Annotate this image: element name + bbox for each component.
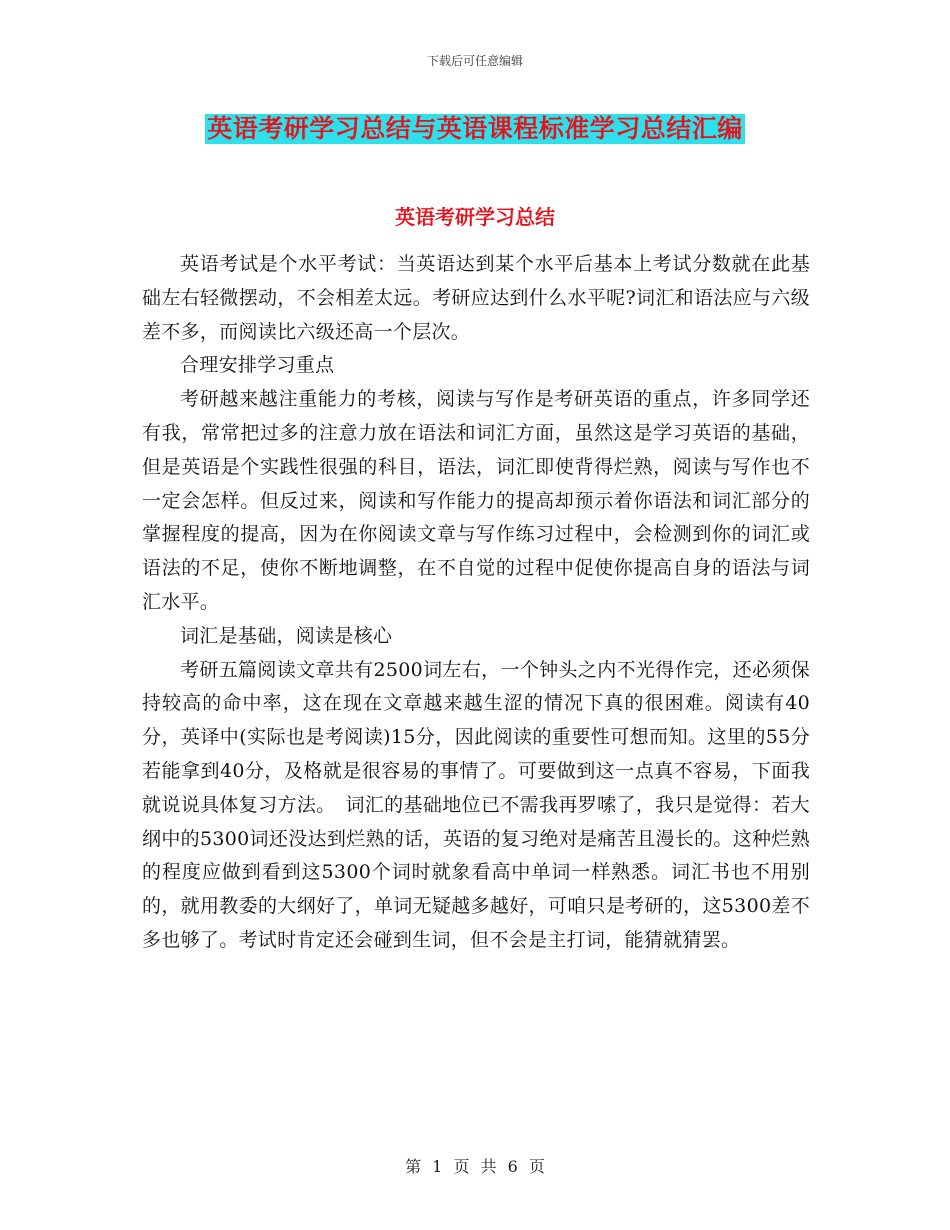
page-footer: 第 1 页 共 6 页 (405, 1157, 545, 1176)
document-title: 英语考研学习总结与英语课程标准学习总结汇编 (207, 114, 743, 143)
paragraph: 考研五篇阅读文章共有2500词左右，一个钟头之内不光得作完，还必须保持较高的命中率，这在现在文章越来越生涩的情况下真的很困难。阅读有40分，英译中(实际也是考阅读)15分，因此阅读的重要性可想而知。这里的55分若能拿到40分，及格就是很容易的事情了。可要做到这一点真不容易，下面我就说说具体复习方法。 词汇的基础地位已不需我再罗嗦了，我只是觉得：若大纲中的5300词还没达到烂熟的话，英语的复习绝对是痛苦且漫长的。这种烂熟的程度应做到看到这5300个词时就象看高中单词一样熟悉。词汇书也不用别的，就用教委的大纲好了，单词无疑越多越好，可咱只是考研的，这5300差不多也够了。考试时肯定还会碰到生词，但不会是主打词，能猜就猜罢。 (142, 658, 810, 951)
paragraph: 英语考试是个水平考试：当英语达到某个水平后基本上考试分数就在此基础左右轻微摆动，不会相差太远。考研应达到什么水平呢?词汇和语法应与六级差不多，而阅读比六级还高一个层次。 (142, 253, 810, 343)
section-title: 英语考研学习总结 (395, 205, 555, 229)
title-container (0, 114, 950, 144)
document-body (142, 248, 810, 958)
paragraph-heading: 合理安排学习重点 (180, 354, 335, 377)
header-note: 下载后可任意编辑 (426, 54, 523, 68)
paragraph-heading: 词汇是基础，阅读是核心 (180, 624, 393, 647)
paragraph: 考研越来越注重能力的考核，阅读与写作是考研英语的重点，许多同学还有我，常常把过多的注意力放在语法和词汇方面，虽然这是学习英语的基础，但是英语是个实践性很强的科目，语法，词汇即使背得烂熟，阅读与写作也不一定会怎样。但反过来，阅读和写作能力的提高却预示着你语法和词汇部分的掌握程度的提高，因为在你阅读文章与写作练习过程中，会检测到你的词汇或语法的不足，使你不断地调整，在不自觉的过程中促使你提高自身的语法与词汇水平。 (142, 388, 810, 613)
